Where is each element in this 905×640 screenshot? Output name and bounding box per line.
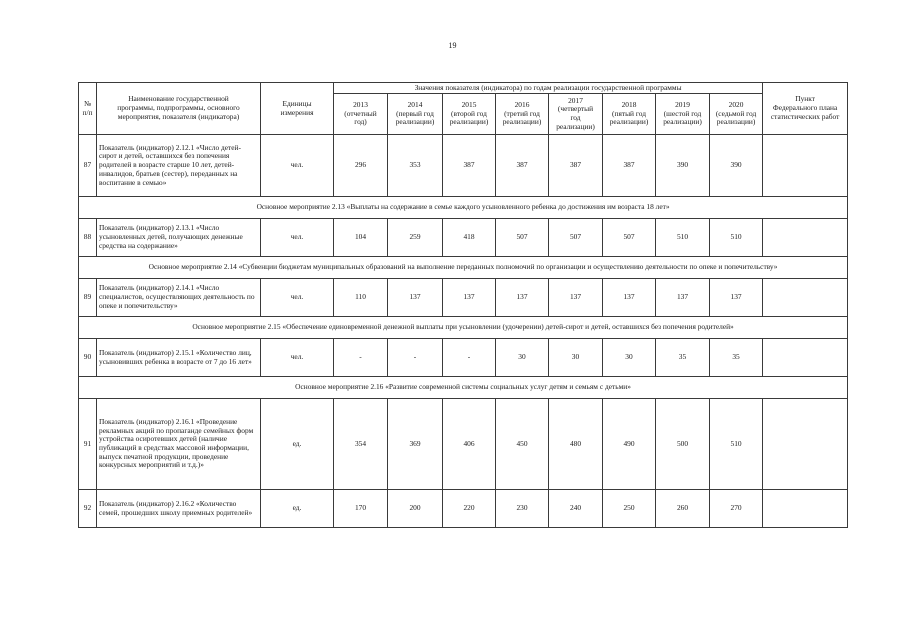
indicator-name: Показатель (индикатор) 2.16.2 «Количество семей, прошедших школу приемных родителей»: [97, 490, 261, 528]
header-year: 2015 (второй год реализации): [443, 94, 496, 135]
value-cell: 137: [549, 279, 603, 317]
value-cell: 259: [388, 219, 443, 257]
table-body: [79, 135, 848, 528]
value-cell: 480: [549, 399, 603, 490]
value-cell: 230: [496, 490, 549, 528]
value-cell: 104: [334, 219, 388, 257]
indicator-name: Показатель (индикатор) 2.14.1 «Число специалистов, осуществляющих деятельность по опеке и попечительству»: [97, 279, 261, 317]
table-row: [79, 339, 848, 377]
value-cell: 507: [603, 219, 656, 257]
header-num: № п/п: [79, 83, 97, 135]
value-cell: 240: [549, 490, 603, 528]
header-year: 2019 (шестой год реализации): [656, 94, 710, 135]
header-year: 2014 (первый год реализации): [388, 94, 443, 135]
fed-plan-cell: [763, 339, 848, 377]
section-row: [79, 377, 848, 399]
fed-plan-cell: [763, 135, 848, 197]
value-cell: 200: [388, 490, 443, 528]
header-year: 2020 (седьмой год реализации): [710, 94, 763, 135]
unit-cell: ед.: [261, 399, 334, 490]
fed-plan-cell: [763, 279, 848, 317]
value-cell: 390: [710, 135, 763, 197]
value-cell: 369: [388, 399, 443, 490]
value-cell: 137: [388, 279, 443, 317]
section-row: [79, 257, 848, 279]
indicator-table: [78, 82, 848, 528]
section-title: Основное мероприятие 2.13 «Выплаты на содержание в семье каждого усыновленного ребенка до достижения им возраста 18 лет»: [79, 197, 848, 219]
value-cell: 507: [496, 219, 549, 257]
value-cell: 30: [549, 339, 603, 377]
value-cell: 507: [549, 219, 603, 257]
value-cell: 387: [443, 135, 496, 197]
table-row: [79, 219, 848, 257]
value-cell: 418: [443, 219, 496, 257]
unit-cell: чел.: [261, 219, 334, 257]
fed-plan-cell: [763, 490, 848, 528]
value-cell: 510: [710, 399, 763, 490]
value-cell: -: [443, 339, 496, 377]
page-number: 19: [448, 41, 457, 50]
value-cell: 137: [710, 279, 763, 317]
value-cell: 296: [334, 135, 388, 197]
header-fed-plan: Пункт Федерального плана статистических работ: [763, 83, 848, 135]
value-cell: 510: [656, 219, 710, 257]
value-cell: 450: [496, 399, 549, 490]
table-row: [79, 490, 848, 528]
indicator-name: Показатель (индикатор) 2.15.1 «Количество лиц, усыновивших ребенка в возрасте от 7 до 16 лет»: [97, 339, 261, 377]
fed-plan-cell: [763, 399, 848, 490]
value-cell: 354: [334, 399, 388, 490]
row-number: 92: [79, 490, 97, 528]
fed-plan-cell: [763, 219, 848, 257]
value-cell: 260: [656, 490, 710, 528]
header-unit: Единицы измерения: [261, 83, 334, 135]
value-cell: 30: [603, 339, 656, 377]
value-cell: 110: [334, 279, 388, 317]
value-cell: 387: [496, 135, 549, 197]
value-cell: 387: [549, 135, 603, 197]
table-row: [79, 135, 848, 197]
header-year: 2018 (пятый год реализации): [603, 94, 656, 135]
indicator-name: Показатель (индикатор) 2.16.1 «Проведение рекламных акций по пропаганде семейных форм устройства осиротевших детей (наличие публикаций в средствах массовой информации, выпуск печатной продукции, проведение конкурсных мероприятий и т.д.)»: [97, 399, 261, 490]
value-cell: 170: [334, 490, 388, 528]
value-cell: 387: [603, 135, 656, 197]
section-title: Основное мероприятие 2.14 «Субвенции бюджетам муниципальных образований на выполнение переданных полномочий по организации и осуществлению деятельности по опеке и попечительству»: [79, 257, 848, 279]
indicator-name: Показатель (индикатор) 2.13.1 «Число усыновленных детей, получающих денежные средства на содержание»: [97, 219, 261, 257]
unit-cell: чел.: [261, 135, 334, 197]
value-cell: -: [334, 339, 388, 377]
row-number: 90: [79, 339, 97, 377]
header-values-group: Значения показателя (индикатора) по годам реализации государственной программы: [334, 83, 763, 94]
unit-cell: ед.: [261, 490, 334, 528]
value-cell: 220: [443, 490, 496, 528]
value-cell: 137: [603, 279, 656, 317]
unit-cell: чел.: [261, 279, 334, 317]
value-cell: 500: [656, 399, 710, 490]
value-cell: 137: [656, 279, 710, 317]
value-cell: 406: [443, 399, 496, 490]
value-cell: 250: [603, 490, 656, 528]
value-cell: 353: [388, 135, 443, 197]
value-cell: 510: [710, 219, 763, 257]
value-cell: 137: [496, 279, 549, 317]
unit-cell: чел.: [261, 339, 334, 377]
value-cell: 270: [710, 490, 763, 528]
header-year: 2017 (четвертый год реализации): [549, 94, 603, 135]
row-number: 91: [79, 399, 97, 490]
row-number: 87: [79, 135, 97, 197]
indicator-name: Показатель (индикатор) 2.12.1 «Число детей-сирот и детей, оставшихся без попечения родителей в возрасте старше 10 лет, детей-инвалидов, братьев (сестер), переданных на воспитание в семью»: [97, 135, 261, 197]
value-cell: 137: [443, 279, 496, 317]
table-header: [79, 83, 848, 135]
table-row: [79, 279, 848, 317]
section-row: [79, 197, 848, 219]
header-name: Наименование государственной программы, подпрограммы, основного мероприятия, показателя (индикатора): [97, 83, 261, 135]
value-cell: 390: [656, 135, 710, 197]
section-title: Основное мероприятие 2.15 «Обеспечение единовременной денежной выплаты при усыновлении (удочерении) детей-сирот и детей, оставшихся без попечения родителей»: [79, 317, 848, 339]
value-cell: -: [388, 339, 443, 377]
row-number: 89: [79, 279, 97, 317]
value-cell: 35: [656, 339, 710, 377]
row-number: 88: [79, 219, 97, 257]
header-year: 2016 (третий год реализации): [496, 94, 549, 135]
value-cell: 490: [603, 399, 656, 490]
section-title: Основное мероприятие 2.16 «Развитие современной системы социальных услуг детям и семьям с детьми»: [79, 377, 848, 399]
section-row: [79, 317, 848, 339]
header-year: 2013 (отчетный год): [334, 94, 388, 135]
value-cell: 30: [496, 339, 549, 377]
value-cell: 35: [710, 339, 763, 377]
table-row: [79, 399, 848, 490]
